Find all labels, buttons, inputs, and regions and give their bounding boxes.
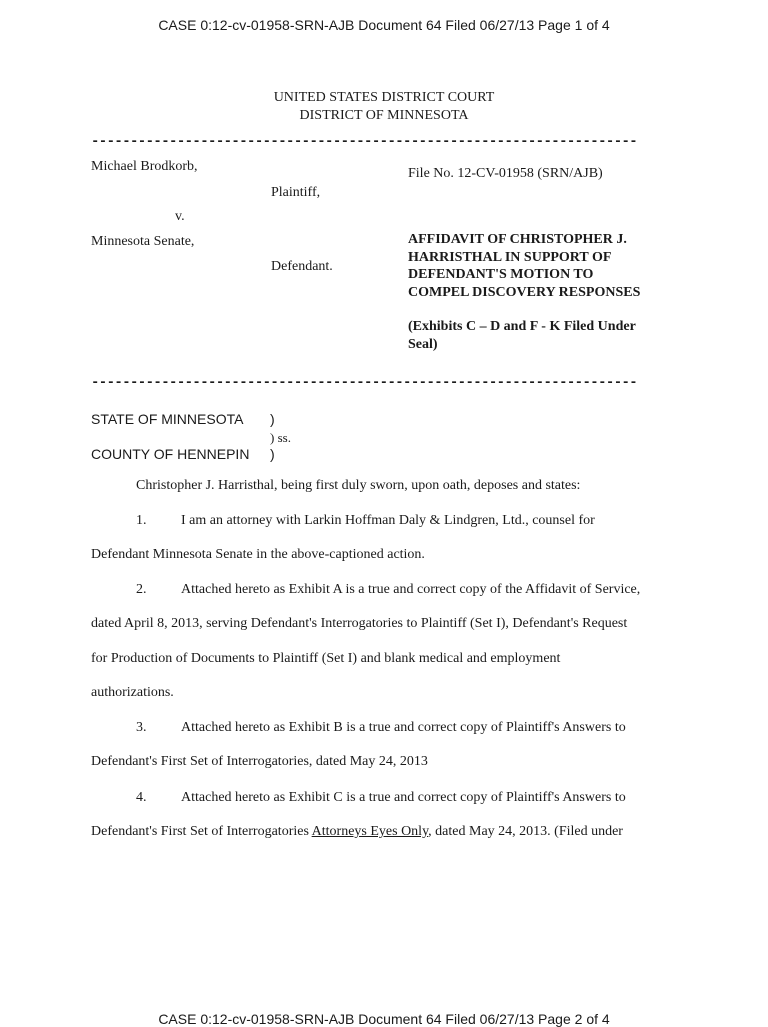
plaintiff-role: Plaintiff, <box>271 185 321 200</box>
exhibits-note-line: (Exhibits C – D and F - K Filed Under <box>408 319 636 334</box>
document-title-line: COMPEL DISCOVERY RESPONSES <box>408 285 641 300</box>
paragraph-first-line <box>136 582 640 598</box>
plaintiff-name: Michael Brodkorb, <box>91 159 198 174</box>
paragraph-number: 2. <box>136 582 147 597</box>
paragraph-line <box>91 824 623 840</box>
paragraph-first-line <box>136 513 595 529</box>
versus: v. <box>175 209 185 224</box>
paragraph-first-line <box>136 790 626 806</box>
paragraph-number: 1. <box>136 513 147 528</box>
caption-separator-bottom: ---------------------------------------------------------------------- <box>91 375 638 391</box>
paragraph-text: Defendant's First Set of Interrogatories <box>91 824 312 839</box>
defendant-name: Minnesota Senate, <box>91 234 195 249</box>
paragraph-line: for Production of Documents to Plaintiff (Set I) and blank medical and employment <box>91 651 561 666</box>
paragraph-number: 3. <box>136 720 147 735</box>
document-title-line: DEFENDANT'S MOTION TO <box>408 267 594 282</box>
document-title-line: AFFIDAVIT OF CHRISTOPHER J. <box>408 232 627 247</box>
defendant-role: Defendant. <box>271 259 333 274</box>
paragraph-text: I am an attorney with Larkin Hoffman Daly & Lindgren, Ltd., counsel for <box>181 513 595 528</box>
caption-separator-top: ---------------------------------------------------------------------- <box>91 134 638 150</box>
paragraph-line: Defendant's First Set of Interrogatories, dated May 24, 2013 <box>91 754 428 769</box>
venue-ss: ) ss. <box>270 430 291 445</box>
paragraph-line: dated April 8, 2013, serving Defendant's Interrogatories to Plaintiff (Set I), Defendant's Request <box>91 616 628 631</box>
file-number: File No. 12-CV-01958 (SRN/AJB) <box>408 166 603 181</box>
paragraph-line: Defendant Minnesota Senate in the above-captioned action. <box>91 547 425 562</box>
affidavit-intro: Christopher J. Harristhal, being first duly sworn, upon oath, deposes and states: <box>136 478 581 493</box>
venue-state: STATE OF MINNESOTA <box>91 411 244 427</box>
paragraph-text: Attached hereto as Exhibit A is a true and correct copy of the Affidavit of Service, <box>181 582 641 597</box>
exhibits-note-line: Seal) <box>408 337 438 352</box>
document-title-line: HARRISTHAL IN SUPPORT OF <box>408 250 612 265</box>
venue-paren: ) <box>270 411 275 427</box>
paragraph-text: , dated May 24, 2013. (Filed under <box>428 824 623 839</box>
paragraph-line: authorizations. <box>91 685 174 700</box>
paragraph-text: Attached hereto as Exhibit C is a true and correct copy of Plaintiff's Answers to <box>181 790 626 805</box>
venue-county: COUNTY OF HENNEPIN <box>91 446 250 462</box>
paragraph-text: Attached hereto as Exhibit B is a true and correct copy of Plaintiff's Answers to <box>181 720 626 735</box>
court-name: UNITED STATES DISTRICT COURT <box>273 90 495 105</box>
page-header: CASE 0:12-cv-01958-SRN-AJB Document 64 Filed 06/27/13 Page 1 of 4 <box>158 17 610 33</box>
paragraph-number: 4. <box>136 790 147 805</box>
next-page-header: CASE 0:12-cv-01958-SRN-AJB Document 64 Filed 06/27/13 Page 2 of 4 <box>158 1011 610 1027</box>
court-district: DISTRICT OF MINNESOTA <box>299 108 469 123</box>
venue-paren: ) <box>270 446 275 462</box>
paragraph-first-line <box>136 720 626 736</box>
attorneys-eyes-only-designation: Attorneys Eyes Only <box>311 824 429 839</box>
